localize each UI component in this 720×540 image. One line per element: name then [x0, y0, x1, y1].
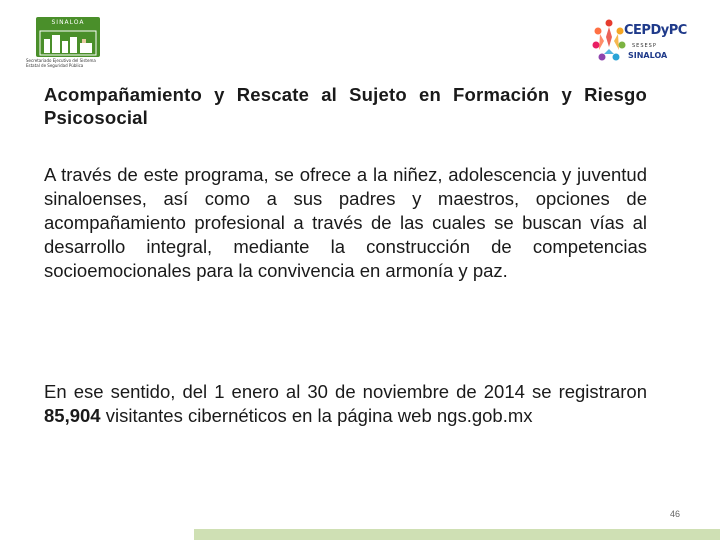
logo-right-name: CEPDyPC: [624, 23, 687, 38]
paragraph-statistics: [44, 380, 647, 428]
paragraph-program-description: A través de este programa, se ofrece a la niñez, adolescencia y juventud sinaloenses, así como a sus padres y maestros, opciones de acompañamiento profesional a través de las cuales se buscan vías al desarrollo integral, mediante la construcción de competencias socioemocionales para la convivencia en armonía y paz.: [44, 164, 647, 281]
logo-right-state: SINALOA: [628, 51, 668, 60]
page-number: 46: [669, 509, 680, 519]
visitor-count: 85,904: [44, 405, 101, 426]
page-title: Acompañamiento y Rescate al Sujeto en Formación y Riesgo Psicosocial: [44, 84, 647, 128]
footer-bar: [194, 529, 720, 540]
sinaloa-badge-text: SINALOA: [51, 19, 85, 26]
paragraph-statistics-before: En ese sentido, del 1 enero al 30 de noviembre de 2014 se registraron: [44, 381, 647, 402]
paragraph-statistics-after: visitantes cibernéticos en la página web ngs.gob.mx: [100, 405, 533, 426]
logo-left-subtitle: [26, 58, 126, 68]
logo-right-org: SESESP: [632, 43, 657, 49]
logo-left-subtitle-line1: Secretariado Ejecutivo del Sistema: [26, 58, 96, 63]
skyline-icon: [36, 17, 100, 57]
sinaloa-badge: [36, 17, 100, 57]
cepdypc-logo: [592, 17, 692, 79]
logo-left-subtitle-line2: Estatal de Seguridad Pública: [26, 63, 84, 68]
sinaloa-sesesp-logo: [26, 17, 126, 69]
people-circle-icon: [592, 17, 626, 79]
